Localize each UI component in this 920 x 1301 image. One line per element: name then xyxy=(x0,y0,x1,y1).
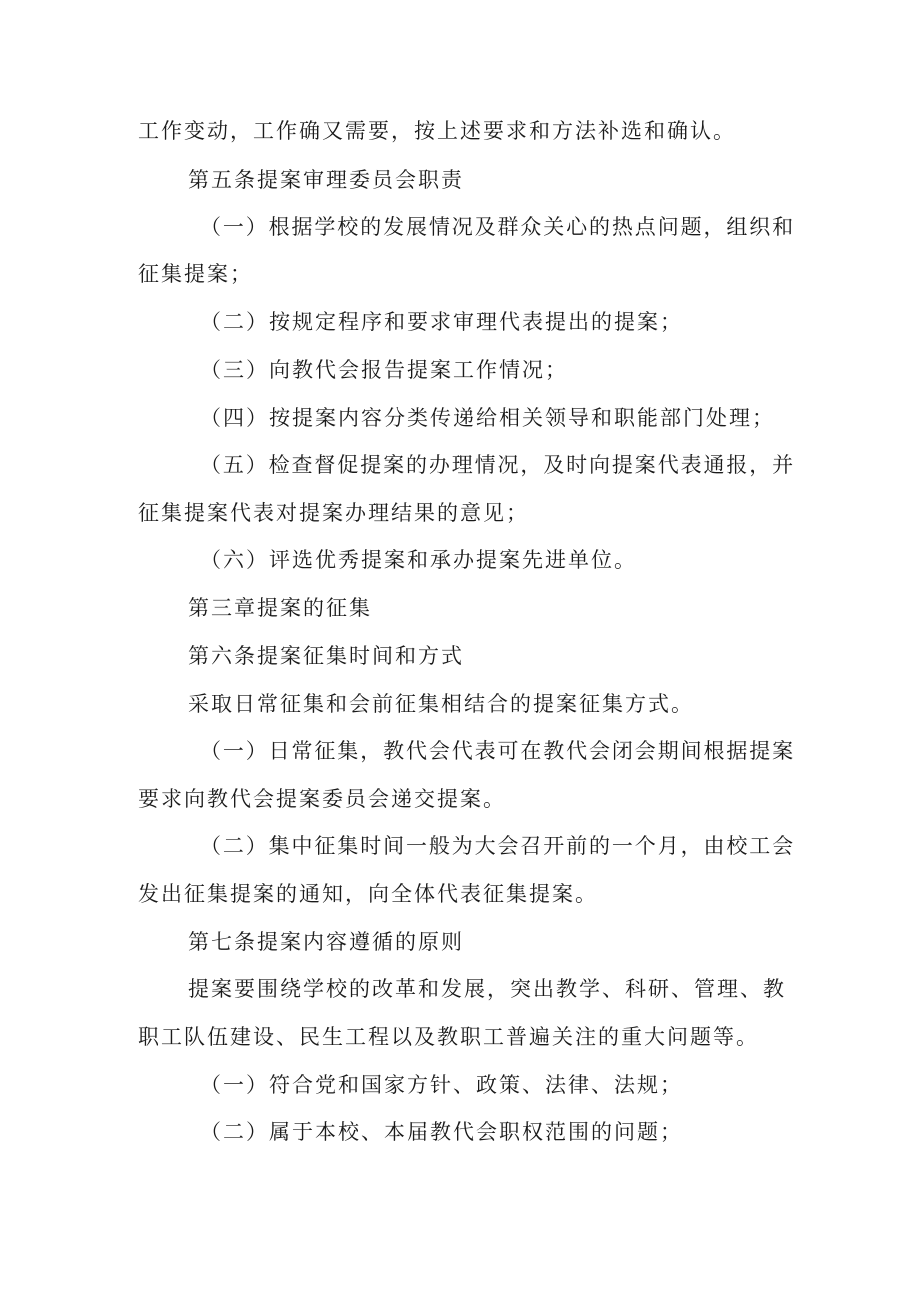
chapter-heading: 第三章提案的征集 xyxy=(188,596,372,620)
section-heading: 第七条提案内容遵循的原则 xyxy=(188,930,464,954)
text-line: 采取日常征集和会前征集相结合的提案征集方式。 xyxy=(188,692,694,716)
text-line: （五）检查督促提案的办理情况，及时向提案代表通报，并 xyxy=(200,453,795,477)
text-line: 征集提案代表对提案办理结果的意见； xyxy=(138,501,529,525)
text-line: （六）评选优秀提案和承办提案先进单位。 xyxy=(200,548,637,572)
text-line: 要求向教代会提案委员会递交提案。 xyxy=(138,787,506,811)
text-line: 征集提案； xyxy=(138,262,253,286)
text-line: 发出征集提案的通知，向全体代表征集提案。 xyxy=(138,882,598,906)
text-line: 工作变动，工作确又需要，按上述要求和方法补选和确认。 xyxy=(138,119,736,143)
text-line: （二）属于本校、本届教代会职权范围的问题； xyxy=(200,1120,683,1144)
text-line: 提案要围绕学校的改革和发展，突出教学、科研、管理、教 xyxy=(188,977,786,1001)
text-line: 职工队伍建设、民生工程以及教职工普遍关注的重大问题等。 xyxy=(138,1025,759,1049)
section-heading: 第六条提案征集时间和方式 xyxy=(188,644,464,668)
text-line: （二）集中征集时间一般为大会召开前的一个月，由校工会 xyxy=(200,834,795,858)
text-line: （一）根据学校的发展情况及群众关心的热点问题，组织和 xyxy=(200,215,795,239)
text-line: （四）按提案内容分类传递给相关领导和职能部门处理； xyxy=(200,406,775,430)
text-line: （一）符合党和国家方针、政策、法律、法规； xyxy=(200,1073,683,1097)
text-line: （三）向教代会报告提案工作情况； xyxy=(200,358,568,382)
text-line: （二）按规定程序和要求审理代表提出的提案； xyxy=(200,310,683,334)
text-line: （一）日常征集，教代会代表可在教代会闭会期间根据提案 xyxy=(200,739,795,763)
section-heading: 第五条提案审理委员会职责 xyxy=(188,168,464,192)
